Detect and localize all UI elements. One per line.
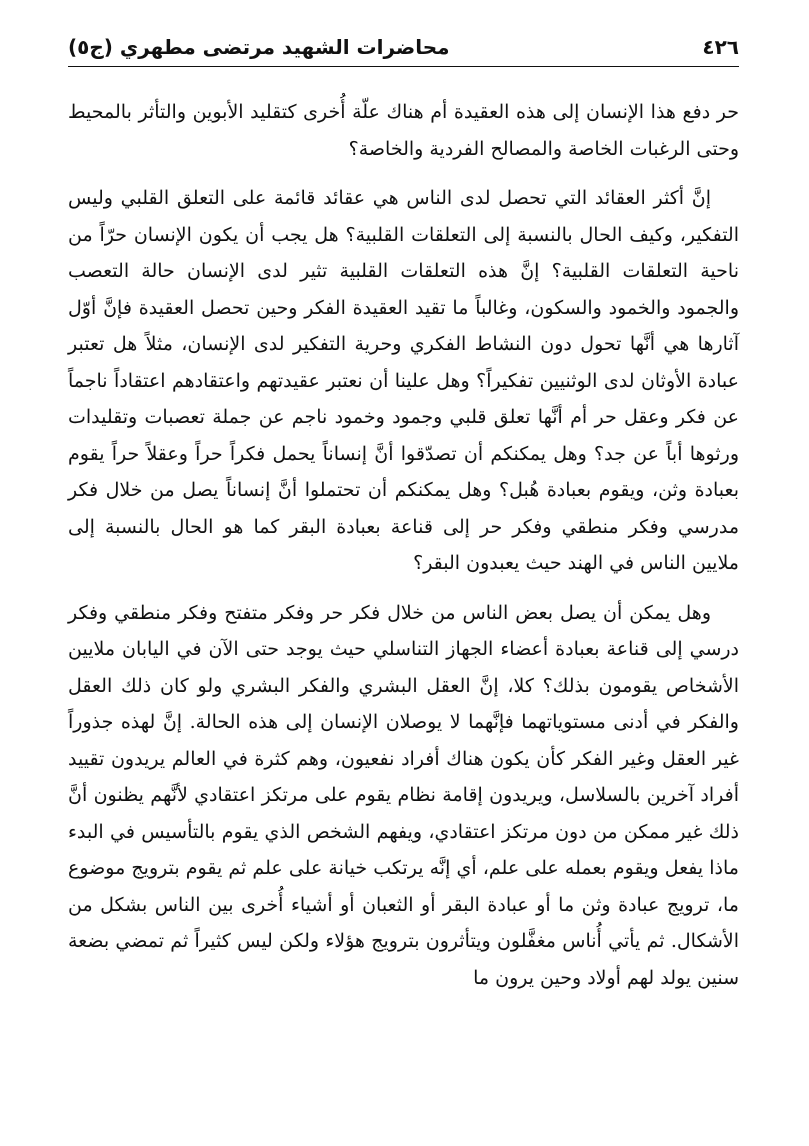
page-header <box>68 28 739 66</box>
paragraph-1: حر دفع هذا الإنسان إلى هذه العقيدة أم هناك علّة أُخرى كتقليد الأبوين والتأثر بالمحيط وحتى الرغبات الخاصة والمصالح الفردية والخاصة؟ <box>68 101 739 160</box>
paragraph-2-text: إنَّ أكثر العقائد التي تحصل لدى الناس هي عقائد قائمة على التعلق القلبي وليس التفكير، وكيف الحال بالنسبة إلى التعلقات القلبية؟ هل يجب أن يكون الإنسان حرّاً من ناحية التعلقات القلبية؟ إنَّ هذه التعلقات القلبية تثير لدى الإنسان حالة التعصب والجمود والخمود والسكون، وغالباً ما تقيد العقيدة الفكر وحين تحصل العقيدة فإنَّ أوّل آثارها هي أنَّها تحول دون النشاط الفكري وحرية التفكير لدى الإنسان، مثلاً هل تعتبر عبادة الأوثان لدى الوثنيين تفكيراً؟ وهل علينا أن نعتبر عقيدتهم واعتقادهم اعتقاداً ناجماً عن فكر وعقل حر أم أنَّها تعلق قلبي وجمود وخمود ناجم عن جملة تعصبات وتقليدات ورثوها أباً عن جد؟ وهل يمكنكم أن تصدّقوا أنَّ إنساناً يحمل فكراً حراً وعقلاً حراً يقوم بعبادة وثن، ويقوم بعبادة هُبل؟ وهل يمكنكم أن تحتملوا أنَّ إنساناً يصل من خلال فكر مدرسي وفكر منطقي وفكر حر إلى قناعة بعبادة البقر كما هو الحال بالنسبة إلى ملايين الناس في الهند حيث يعبدون البقر؟ <box>68 187 739 574</box>
paragraph-2 <box>68 180 739 582</box>
header-divider <box>68 66 739 67</box>
paragraph-3 <box>68 595 739 997</box>
page-number: ٤٢٦ <box>702 35 739 59</box>
paragraph-3-text: وهل يمكن أن يصل بعض الناس من خلال فكر حر وفكر متفتح وفكر منطقي وفكر درسي إلى قناعة بعبادة أعضاء الجهاز التناسلي حيث يوجد حتى الآن في اليابان ملايين الأشخاص يقومون بذلك؟ كلا، إنَّ العقل البشري والفكر البشري ولو كان ذلك العقل والفكر في أدنى مستوياتهما فإنَّهما لا يوصلان الإنسان إلى هذه الحالة. إنَّ لهذه جذوراً غير العقل وغير الفكر كأن يكون هناك أفراد نفعيون، وهم كثرة في العالم يريدون تقييد أفراد آخرين بالسلاسل، ويريدون إقامة نظام يقوم على مرتكز اعتقادي لأنَّهم يظنون أنَّ ذلك غير ممكن من دون مرتكز اعتقادي، ويفهم الشخص الذي يقوم بالتأسيس في البدء ماذا يفعل ويقوم بعمله على علم، أي إنَّه يرتكب خيانة على علم ثم يقوم بترويج موضوع ما، ترويج عبادة وثن ما أو عبادة البقر أو الثعبان أو أشياء أُخرى بين الناس بشكل من الأشكال. ثم يأتي أُناس مغفَّلون ويتأثرون بترويج هؤلاء ولكن ليس كثيراً ثم تمضي بضعة سنين يولد لهم أولاد وحين يرون ما <box>68 601 739 989</box>
running-title: محاضرات الشهيد مرتضى مطهري (ج٥) <box>68 35 450 59</box>
body-text <box>68 94 739 1146</box>
